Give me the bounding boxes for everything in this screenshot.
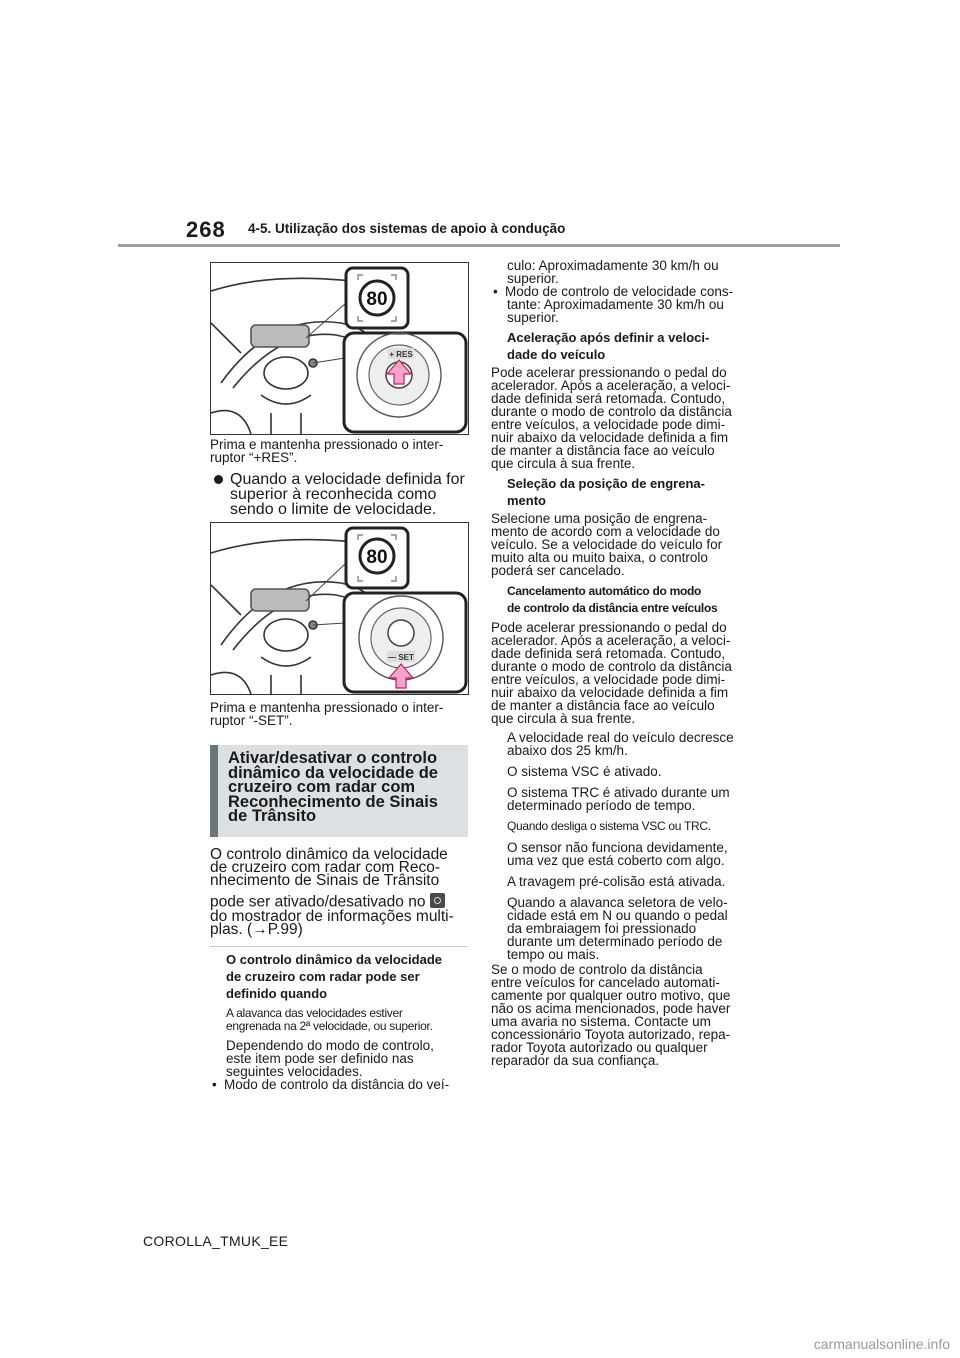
page-number: 268 xyxy=(186,217,226,242)
section-divider xyxy=(210,946,468,947)
bullet-speed-above-limit: Quando a velocidade definida for superior à reconhecida como sendo o limite de velocidade. xyxy=(210,472,492,517)
res-button-label: + RES xyxy=(389,350,413,359)
figure-res-switch xyxy=(210,262,469,435)
header-divider xyxy=(118,244,840,247)
watermark: carmanualsonline.info xyxy=(813,1336,950,1352)
section-heading: 4-5. Utilização dos sistemas de apoio à condução xyxy=(248,221,566,236)
section-body: O controlo dinâmico da velocidade de cruzeiro com radar com Reco- nhecimento de Sinais de Trânsito pode ser ativado/desativado no do mostrador de informações multi- plas. (→P.99) xyxy=(210,846,454,938)
caption-set: Prima e mantenha pressionado o inter- ruptor “-SET”. xyxy=(210,700,444,728)
speed-limit-sign-text: 80 xyxy=(366,289,388,310)
footer-model-code: COROLLA_TMUK_EE xyxy=(143,1233,289,1249)
notes-left: O controlo dinâmico da velocidade de cruzeiro com radar pode ser definido quando A alavanca das velocidades estiver engrenada na 2ª velocidade, ou superior. Dependendo do modo de controlo, este item pode ser definido nas seguintes velocidades. • Modo de controlo da distância do veí- xyxy=(210,951,472,1091)
figure-set-switch xyxy=(210,522,469,695)
speed-limit-sign-text: 80 xyxy=(366,547,388,568)
section-title-box: Ativar/desativar o controlo dinâmico da velocidade de cruzeiro com radar com Reconhecimento de Sinais de Trânsito xyxy=(210,745,468,837)
caption-res: Prima e mantenha pressionado o inter- ruptor “+RES”. xyxy=(210,437,444,465)
settings-gear-icon xyxy=(430,893,445,908)
set-button-label: — SET xyxy=(388,653,414,662)
notes-right: culo: Aproximadamente 30 km/h ou superior. • Modo de controlo de velocidade cons- tante: Aproximadamente 30 km/h ou superior. Aceleração após definir a veloci- dade do veículo Pode acelerar pressionando o pedal do acelerador. Após a aceleração, a veloci- dade definida será retomada. Contudo, durante o modo de controlo da distância entre veículos, a velocidade pode dimi- nuir abaixo da velocidade definida a fim de manter a distância face ao veículo que circula à sua frente. Seleção da posição de engrena- mento Selecione uma posição de engrena- mento de acordo com a velocidade do veículo. Se a velocidade do veículo for muito alta ou muito baixa, o controlo poderá ser cancelado. Cancelamento automático do modo de controlo da distância entre veículos Pode acelerar pressionando o pedal do acelerador. Após a aceleração, a veloci- dade definida será retomada. Contudo, durante o modo de controlo da distância entre veículos, a velocidade pode dimi- nuir abaixo da velocidade definida a fim de manter a distância face ao veículo que circula à sua frente. A velocidade real do veículo decresce abaixo dos 25 km/h. O sistema VSC é ativado. O sistema TRC é ativado durante um determinado período de tempo. Quando desliga o sistema VSC ou TRC. O sensor não funciona devidamente, uma vez que está coberto com algo. A travagem pré-colisão está ativada. Quando a alavanca seletora de velo- cidade está em N ou quando o pedal da embraiagem foi pressionado durante um determinado período de tempo ou mais. Se o modo de controlo da distância entre veículos for cancelado automati- camente por qualquer outro motivo, que não os acima mencionados, pode haver uma avaria no sistema. Contacte um concessionário Toyota autorizado, repa- rador Toyota autorizado ou qualquer reparador da sua confiança. xyxy=(491,259,759,1067)
